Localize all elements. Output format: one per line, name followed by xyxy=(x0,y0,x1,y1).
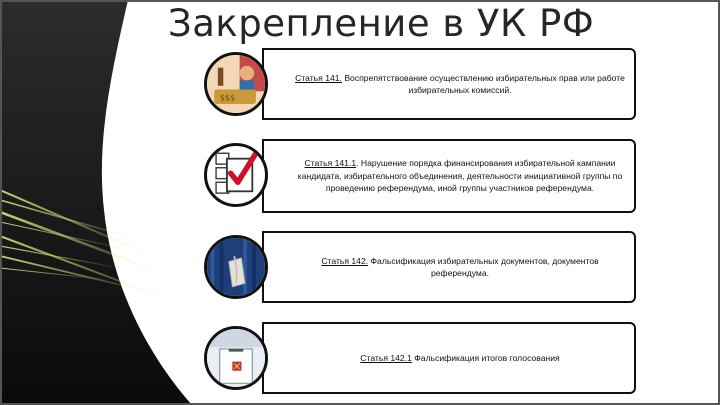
checkbox-checkmark-icon xyxy=(204,143,268,207)
article-number: Статья 142.1 xyxy=(360,352,412,363)
svg-text:$$$: $$$ xyxy=(219,92,236,103)
page-title: Закрепление в УК РФ xyxy=(168,2,595,45)
article-box-142-1 xyxy=(262,322,636,394)
article-box-141 xyxy=(262,48,636,120)
article-description: Воспрепятствование осуществлению избирательных прав или работе избирательных комиссий. xyxy=(341,72,625,95)
article-text xyxy=(294,255,626,280)
article-text xyxy=(294,72,626,97)
article-number: Статья 141.1 xyxy=(304,158,357,169)
article-number: Статья 141. xyxy=(295,72,342,83)
voting-booth-icon xyxy=(204,235,268,299)
article-number: Статья 142. xyxy=(321,255,369,266)
article-box-141-1 xyxy=(262,139,636,213)
article-description: Фальсификация избирательных документов, документов референдума. xyxy=(368,255,599,278)
judge-gavel-icon xyxy=(204,52,268,116)
decorative-background xyxy=(0,0,200,405)
article-text xyxy=(360,352,559,365)
ballot-box-icon xyxy=(204,326,268,390)
article-description: . Нарушение порядка финансирования избирательной кампании кандидата, избирательного объединения, деятельности инициативной группы по проведению референдума, иной группы участников референдума. xyxy=(297,158,623,194)
article-description: Фальсификация итогов голосования xyxy=(411,352,560,363)
article-box-142 xyxy=(262,231,636,303)
article-text xyxy=(294,157,626,195)
